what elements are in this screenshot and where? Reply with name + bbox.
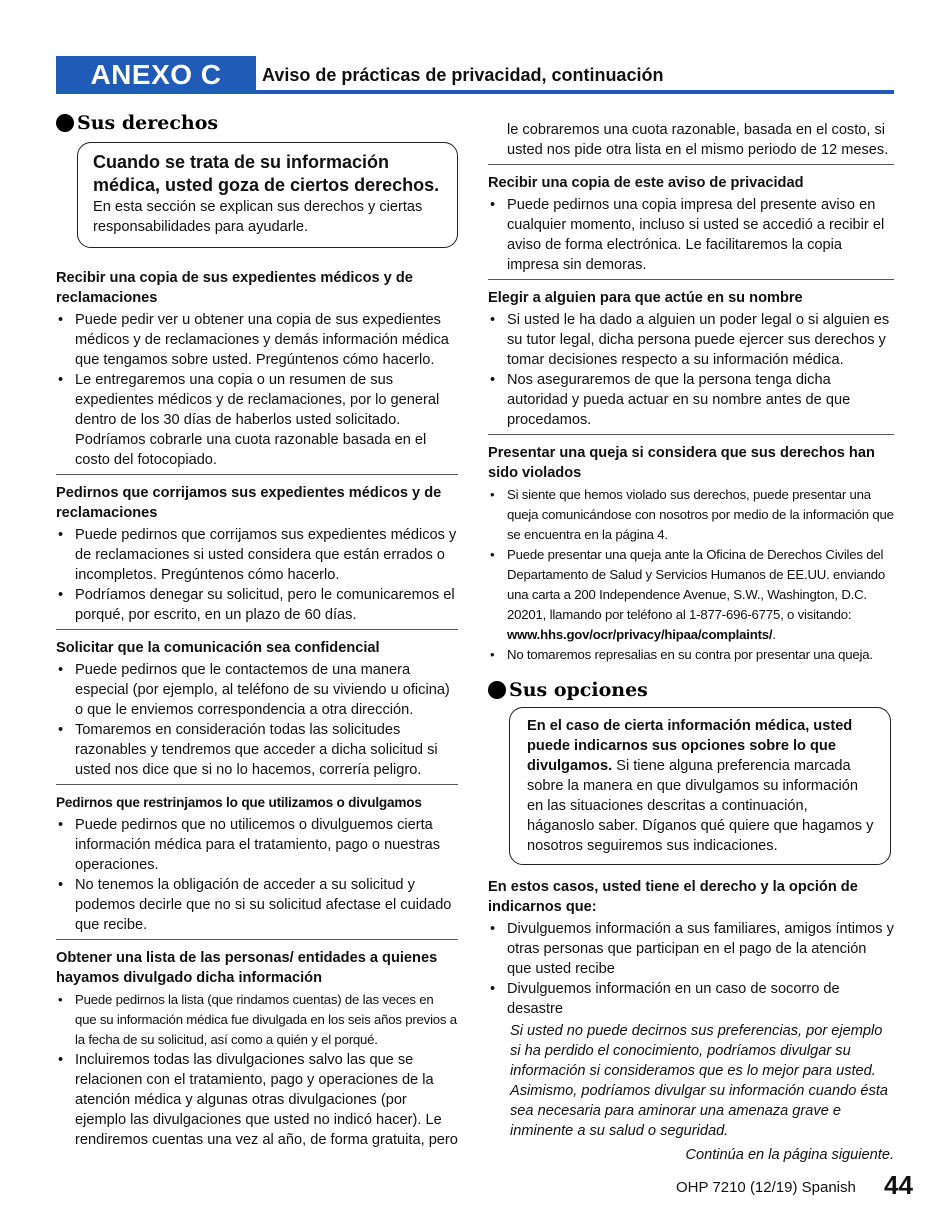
rights-block — [56, 638, 458, 785]
choices-block — [488, 877, 894, 1167]
callout-text: Si tiene alguna preferencia marcada sobre la manera en que divulgamos su información en las situaciones descritas a continuación, háganoslo saber. Díganos qué quiere que hagamos y nosotros seguiremos sus indicaciones. — [527, 758, 874, 854]
list-item: • Le entregaremos una copia o un resumen de sus expedientes médicos y de reclamaciones, por lo general dentro de los 30 días de haberlos usted solicitado. Podríamos cobrarle una cuota razonable basada en el costo del fotocopiado. — [56, 370, 458, 470]
annex-tab: ANEXO C — [56, 56, 256, 92]
rights-block — [488, 173, 894, 280]
block-heading: Pedirnos que corrijamos sus expedientes médicos y de reclamaciones — [56, 485, 442, 521]
choices-heading: Sus opciones — [488, 679, 894, 701]
block-heading: Obtener una lista de las personas/ entidades a quienes hayamos divulgado dicha información — [56, 950, 438, 986]
form-code: OHP 7210 (12/19) Spanish — [676, 1179, 856, 1196]
continues-note: Continúa en la página siguiente. — [685, 1147, 894, 1163]
callout-text: En esta sección se explican sus derechos y ciertas responsabilidades para ayudarle. — [93, 199, 423, 235]
list-item: • Puede pedirnos que le contactemos de una manera especial (por ejemplo, al teléfono de su viviendo u oficina) o que le enviemos correspondencia a otra dirección. — [56, 660, 458, 720]
italic-note: Si usted no puede decirnos sus preferencias, por ejemplo si ha perdido el conocimiento, podríamos divulgar su información si consideramos que es lo mejor para usted. Asimismo, podríamos divulgar su información cuando ésta sea necesaria para aminorar una amenaza grave e inminente a su salud o seguridad. — [510, 1023, 888, 1139]
block-heading: Elegir a alguien para que actúe en su nombre — [488, 290, 803, 306]
callout-title: Cuando se trata de su información médica, usted goza de ciertos derechos. — [93, 152, 440, 195]
list-item: • Podríamos denegar su solicitud, pero le comunicaremos el porqué, por escrito, en un plazo de 60 días. — [56, 585, 458, 625]
list-item: • Si siente que hemos violado sus derechos, puede presentar una queja comunicándose con nosotros por medio de la información que se encuentra en la página 4. — [488, 485, 894, 545]
list-item: • Incluiremos todas las divulgaciones salvo las que se relacionen con el tratamiento, pago y operaciones de la atención médica y algunas otras divulgaciones (por ejemplo las divulgaciones que usted no indicó hacer). Le rendiremos cuentas una vez al año, de forma gratuita, pero — [56, 1050, 458, 1150]
list-item: • Puede presentar una queja ante la Oficina de Derechos Civiles del Departamento de Salud y Servicios Humanos de EE.UU. enviando una carta a 200 Independence Avenue, S.W., Washington, D.C. 20201, llamando por teléfono al 1-877-696-6775, o visitando: www.hhs.gov/ocr/privacy/hipaa/complaints/. — [488, 545, 894, 645]
list-item: • Divulguemos información a sus familiares, amigos íntimos y otras personas que participan en el pago de la atención que usted recibe — [488, 919, 894, 979]
list-item: • Si usted le ha dado a alguien un poder legal o si alguien es su tutor legal, dicha persona puede ejercer sus derechos y tomar decisiones respecto a su información médica. — [488, 310, 894, 370]
block-heading: En estos casos, usted tiene el derecho y la opción de indicarnos que: — [488, 879, 858, 915]
list-item: • Puede pedir ver u obtener una copia de sus expedientes médicos y de reclamaciones y demás información médica que tengamos sobre usted. Pregúntenos cómo hacerlo. — [56, 310, 458, 370]
header-title: Aviso de prácticas de privacidad, continuación — [262, 65, 664, 85]
bullet-dot-icon — [488, 681, 506, 699]
list-item: • Divulguemos información en un caso de socorro de desastre — [488, 979, 894, 1019]
list-item: • Puede pedirnos una copia impresa del presente aviso en cualquier momento, incluso si usted se accedió a recibir el aviso de forma electrónica. Le facilitaremos la copia impresa sin demoras. — [488, 195, 894, 275]
rights-block — [56, 793, 458, 940]
block-heading: Recibir una copia de sus expedientes médicos y de reclamaciones — [56, 270, 413, 306]
rights-block — [488, 443, 894, 669]
callout-bold: En el caso de cierta información médica, usted puede indicarnos sus opciones sobre lo que divulgamos. — [527, 718, 853, 774]
block-heading: Recibir una copia de este aviso de privacidad — [488, 175, 804, 191]
list-item: • No tomaremos represalias en su contra por presentar una queja. — [488, 645, 894, 665]
bullet-dot-icon — [56, 114, 74, 132]
complaints-link[interactable]: www.hhs.gov/ocr/privacy/hipaa/complaints/ — [507, 627, 773, 642]
block-heading: Presentar una queja si considera que sus derechos han sido violados — [488, 445, 875, 481]
rights-block — [56, 948, 458, 1154]
list-item: • No tenemos la obligación de acceder a su solicitud y podemos decirle que no si su solicitud afectase el cuidado que recibe. — [56, 875, 458, 935]
rights-block — [56, 483, 458, 630]
list-item: • Puede pedirnos que no utilicemos o divulguemos cierta información médica para el tratamiento, pago o nuestras operaciones. — [56, 815, 458, 875]
list-item: • Puede pedirnos la lista (que rindamos cuentas) de las veces en que su información médica fue divulgada en los seis años previos a la fecha de su solicitud, así como a quién y el porqué. — [56, 990, 458, 1050]
block-heading: Pedirnos que restrinjamos lo que utilizamos o divulgamos — [56, 795, 422, 810]
right-column — [488, 120, 894, 1175]
continuation-text: le cobraremos una cuota razonable, basada en el costo, si usted nos pide otra lista en el mismo periodo de 12 meses. — [507, 122, 889, 158]
header-rule — [56, 90, 894, 94]
choices-callout — [509, 707, 891, 865]
list-item: • Puede pedirnos que corrijamos sus expedientes médicos y de reclamaciones si usted considera que están errados o incompletos. Pregúntenos cómo hacerlo. — [56, 525, 458, 585]
block-heading: Solicitar que la comunicación sea confidencial — [56, 640, 380, 656]
rights-block — [488, 288, 894, 435]
list-item: • Nos aseguraremos de que la persona tenga dicha autoridad y pueda actuar en su nombre antes de que procedamos. — [488, 370, 894, 430]
rights-block-continuation — [488, 120, 894, 165]
rights-heading: Sus derechos — [56, 112, 458, 134]
left-column — [56, 112, 458, 1162]
page-number: 44 — [884, 1170, 913, 1200]
list-item: • Tomaremos en consideración todas las solicitudes razonables y tendremos que acceder a dicha solicitud si usted nos dice que si no lo hacemos, correría peligro. — [56, 720, 458, 780]
rights-block — [56, 268, 458, 475]
page-header — [56, 56, 894, 94]
rights-callout — [77, 142, 458, 248]
